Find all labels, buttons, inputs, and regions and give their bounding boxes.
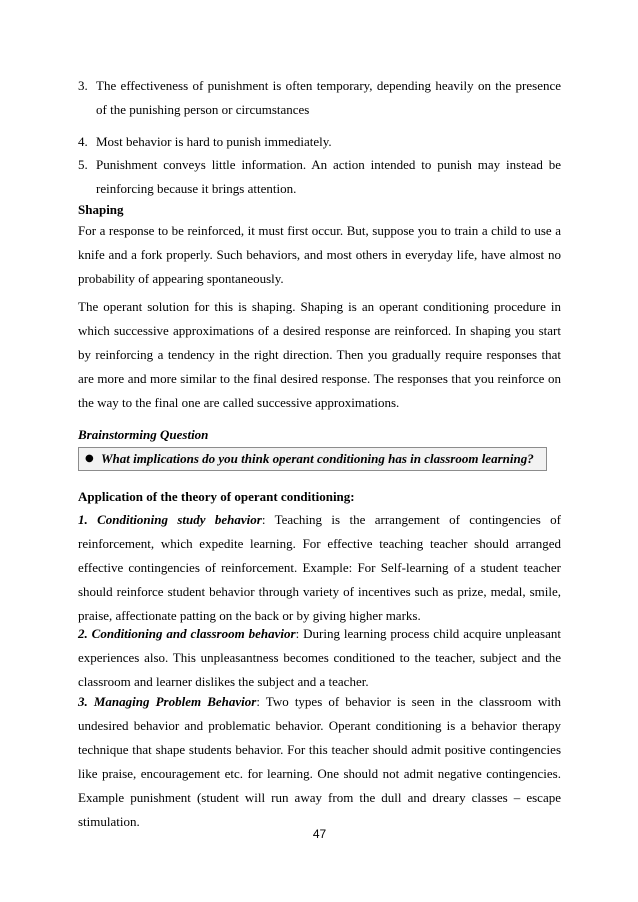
application-item-title: 1. Conditioning study behavior bbox=[78, 512, 262, 527]
list-item-number: 4. bbox=[78, 134, 88, 149]
list-item-text: Most behavior is hard to punish immediately. bbox=[96, 134, 332, 149]
application-item bbox=[78, 508, 561, 628]
brainstorming-question-box bbox=[78, 447, 547, 471]
list-item-text: The effectiveness of punishment is often temporary, depending heavily on the presence of the punishing person or circumstances bbox=[96, 78, 561, 117]
brainstorming-question: What implications do you think operant conditioning has in classroom learning? bbox=[101, 451, 534, 466]
application-item-text: : Two types of behavior is seen in the classroom with undesired behavior and problematic behavior. Operant conditioning is a behavior therapy technique that shape students behavior. For this teacher should admit positive contingencies like praise, encouragement etc. for learning. One should not admit negative contingencies. Example punishment (student will run away from the dull and dreary classes – escape stimulation. bbox=[78, 694, 561, 829]
list-item-number: 3. bbox=[78, 78, 88, 93]
list-item-number: 5. bbox=[78, 157, 88, 172]
application-item-title: 3. Managing Problem Behavior bbox=[78, 694, 257, 709]
application-item-text: : Teaching is the arrangement of contingencies of reinforcement, which expedite learning. For effective teaching teacher should arranged effective contingencies of reinforcement. Example: For Self-learning of a student teacher should reinforce student behavior through variety of incentives such as prize, medal, smile, praise, affectionate patting on the back or by giving higher marks. bbox=[78, 512, 561, 623]
application-item-text: : During learning process child acquire unpleasant experiences also. This unpleasantness becomes conditioned to the teacher, subject and the classroom and learner dislikes the subject and a teacher. bbox=[78, 626, 561, 689]
brainstorming-heading: Brainstorming Question bbox=[78, 427, 209, 442]
bullet-icon: ● bbox=[85, 453, 94, 464]
list-item bbox=[78, 74, 561, 122]
paragraph: The operant solution for this is shaping. Shaping is an operant conditioning procedure in which successive approximations of a desired response are reinforced. In shaping you start by reinforcing a tendency in the right direction. Then you gradually require responses that are more and more similar to the final desired response. The responses that you reinforce on the way to the final one are called successive approximations. bbox=[78, 299, 561, 410]
application-heading: Application of the theory of operant conditioning: bbox=[78, 489, 355, 504]
page-number: 47 bbox=[312, 827, 327, 841]
application-item-title: 2. Conditioning and classroom behavior bbox=[78, 626, 296, 641]
application-item bbox=[78, 622, 561, 694]
paragraph: For a response to be reinforced, it must first occur. But, suppose you to train a child to use a knife and a fork properly. Such behaviors, and most others in everyday life, have almost no probability of appearing spontaneously. bbox=[78, 223, 561, 286]
list-item bbox=[78, 153, 561, 201]
list-item bbox=[78, 130, 561, 154]
application-item bbox=[78, 690, 561, 834]
section-heading-shaping: Shaping bbox=[78, 202, 124, 217]
list-item-text: Punishment conveys little information. An action intended to punish may instead be reinforcing because it brings attention. bbox=[96, 157, 561, 196]
